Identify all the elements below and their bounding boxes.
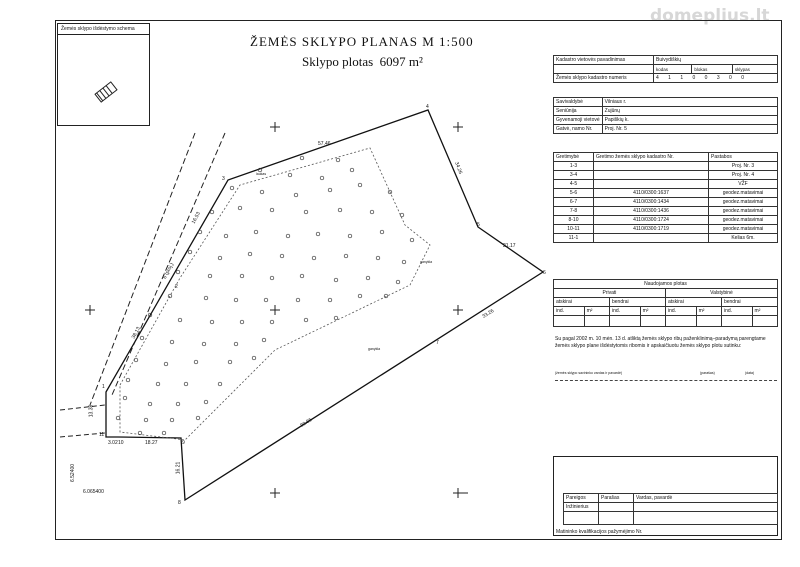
tree-symbol: [184, 382, 188, 386]
tree-symbol: [270, 320, 274, 324]
tree-symbol: [304, 318, 308, 322]
tree-symbol: [366, 276, 370, 280]
dim-1-2: 38.13: [130, 326, 142, 340]
license-label: Matininko kvalifikacijos pažymėjimo Nr.: [556, 529, 643, 535]
point-3: 3: [222, 176, 225, 182]
tree-symbol: [312, 256, 316, 260]
neighbor-row: 1-3 Proj. Nr. 3: [554, 162, 778, 171]
tree-symbol: [264, 298, 268, 302]
tree-symbol: [288, 173, 292, 177]
tree-symbol: [384, 294, 388, 298]
owner-label: (žemės sklypo savininko vardas ir pavardė): [555, 371, 623, 375]
tree-symbol: [286, 234, 290, 238]
point-5: 5: [477, 222, 480, 228]
dim-7-8: 80.86: [299, 417, 314, 429]
tree-symbol: [316, 232, 320, 236]
tree-symbol: [144, 418, 148, 422]
tree-symbol: [338, 208, 342, 212]
tree-symbol: [270, 208, 274, 212]
zone-label-c: ganykla: [368, 347, 381, 351]
zone-label-a: laukas: [256, 172, 267, 176]
tree-symbol: [168, 294, 172, 298]
address-table: Savivaldybė Vilniaus r. Seniūnija Zujūnų Gyvenamoji vietovė Papiškių k. Gatvė, namo Nr. Proj. Nr. 5: [553, 97, 778, 134]
tree-symbol: [134, 358, 138, 362]
plot-area: Sklypo plotas 6097 m²: [302, 54, 423, 69]
tree-symbol: [240, 274, 244, 278]
tree-symbol: [170, 418, 174, 422]
tree-symbol: [218, 382, 222, 386]
neighbor-row: 4-5 VŽF: [554, 180, 778, 189]
consent-statement: Su pagal 2002 m. 10 mėn. 13 d. atliktą žemės sklypo ribų paženklinimą–paradymą parengtame žemės sklypo plane išdėstytomis ribomis ir apskaičiuotu žemės sklypo plotu sutinku:: [555, 336, 766, 349]
tree-symbol: [202, 342, 206, 346]
neighbor-row: 11-1 Kelias 6m.: [554, 234, 778, 243]
tree-symbol: [252, 356, 256, 360]
watermark: domeplius.lt: [650, 6, 770, 26]
tree-symbol: [170, 340, 174, 344]
tree-symbol: [400, 213, 404, 217]
dim-8-9: 16.21: [175, 461, 182, 475]
tree-symbol: [328, 188, 332, 192]
tree-symbol: [334, 278, 338, 282]
point-7: 7: [436, 340, 439, 346]
tree-symbol: [396, 280, 400, 284]
tree-symbol: [334, 316, 338, 320]
coord-y: 6.52400: [70, 463, 77, 483]
tree-symbol: [230, 186, 234, 190]
road-label: 6 (proj.): [161, 261, 176, 281]
tree-symbol: [208, 274, 212, 278]
tree-symbol: [358, 183, 362, 187]
tree-symbol: [294, 193, 298, 197]
sign-label: (parašas): [700, 371, 715, 375]
tree-symbol: [358, 294, 362, 298]
neighbor-row: 8-10 4110/0300:1724 geodez.matavimai: [554, 216, 778, 225]
tree-symbol: [194, 360, 198, 364]
tree-symbol: [344, 254, 348, 258]
dim-4-5: 34.26: [453, 161, 464, 175]
plan-title: ŽEMĖS SKLYPO PLANAS M 1:500: [250, 34, 474, 49]
zone-label-b: ganykla: [420, 260, 433, 264]
point-11: 11: [99, 432, 105, 438]
tree-symbol: [370, 210, 374, 214]
tree-symbol: [234, 342, 238, 346]
tree-symbol: [304, 210, 308, 214]
tree-symbol: [178, 318, 182, 322]
cadastre-table: Kadastro vietovės pavadinimas Buivydiškių kodas blokas sklypas Žemės sklypo kadastro numeris 4 1 1 0 0 3 0 0: [553, 55, 778, 83]
point-9: 9: [182, 440, 185, 446]
neighbor-row: 10-11 4110/0300:1719 geodez.matavimai: [554, 225, 778, 234]
tree-symbol: [148, 402, 152, 406]
neighbors-table: Gretimybė Gretimo žemės sklypo kadastro Nr. Pastabos 1-3 Proj. Nr. 3 3-4 Proj. Nr. 4 4-5 VŽF 5-6 4110/0300:1637 geodez.matavimai 6-7 4110/0300:1434 geodez.matavimai 7-8 4110/0300:1436 geodez.matavimai 8-10 4110/0300:1724 geodez.matavimai 10-11 4110/0300:1719 geodez.matavimai 11-1 Kelias 6m.: [553, 152, 778, 243]
point-6: 6: [543, 270, 546, 276]
tree-symbol: [228, 360, 232, 364]
neighbor-row: 6-7 4110/0300:1434 geodez.matavimai: [554, 198, 778, 207]
tree-symbol: [116, 416, 120, 420]
tree-symbol: [123, 396, 127, 400]
tree-symbol: [210, 320, 214, 324]
tree-symbol: [380, 230, 384, 234]
tree-symbol: [196, 416, 200, 420]
tree-symbol: [402, 260, 406, 264]
tree-symbol: [210, 210, 214, 214]
inset-title: Žemės sklypo išdėstymo schema: [58, 24, 149, 35]
tree-symbol: [204, 400, 208, 404]
point-10: 10: [118, 440, 124, 446]
tree-symbol: [300, 156, 304, 160]
dim-2-3: 16.53: [190, 211, 202, 225]
dim-9-10: 18.27: [145, 440, 158, 446]
tree-symbol: [262, 338, 266, 342]
tree-symbol: [176, 402, 180, 406]
tree-symbol: [224, 234, 228, 238]
coord-x: 6.065400: [83, 489, 104, 495]
dim-6-7: 33.26: [481, 308, 496, 320]
tree-symbol: [320, 176, 324, 180]
point-8: 8: [178, 500, 181, 506]
tree-symbol: [218, 256, 222, 260]
dim-5-6: 21.17: [503, 243, 516, 249]
tree-symbol: [280, 254, 284, 258]
neighbor-row: 7-8 4110/0300:1436 geodez.matavimai: [554, 207, 778, 216]
tree-symbol: [140, 336, 144, 340]
tree-symbol: [300, 274, 304, 278]
dim-10-11: 3.02: [108, 440, 118, 446]
tree-symbol: [188, 250, 192, 254]
tree-symbol: [254, 230, 258, 234]
tree-symbol: [350, 168, 354, 172]
tree-symbol: [248, 252, 252, 256]
area-table: Naudojamos plotas Privati Valstybinė atskirai bendrai atskirai bendrai ind. m² ind. m² ind. m² ind. m²: [553, 279, 778, 327]
point-4: 4: [426, 104, 429, 110]
tree-symbol: [164, 362, 168, 366]
tree-symbol: [260, 190, 264, 194]
neighbor-row: 3-4 Proj. Nr. 4: [554, 171, 778, 180]
tree-symbol: [156, 382, 160, 386]
tree-symbol: [234, 298, 238, 302]
tree-symbol: [240, 320, 244, 324]
dim-11-1: 13.38: [88, 404, 95, 418]
point-1: 1: [102, 384, 105, 390]
tree-symbol: [336, 158, 340, 162]
tree-symbol: [328, 298, 332, 302]
tree-symbol: [126, 378, 130, 382]
tree-symbol: [348, 234, 352, 238]
tree-symbol: [176, 270, 180, 274]
tree-symbol: [296, 298, 300, 302]
tree-symbol: [410, 238, 414, 242]
date-label: (data): [745, 371, 755, 375]
dim-3-4: 57.46: [318, 141, 331, 147]
neighbor-row: 5-6 4110/0300:1637 geodez.matavimai: [554, 189, 778, 198]
signatures-table: Pareigos Parašas Vardas, pavardė Inžinierius: [563, 493, 778, 525]
tree-symbol: [376, 256, 380, 260]
point-2: 2: [175, 284, 178, 290]
tree-symbol: [162, 431, 166, 435]
tree-symbol: [270, 276, 274, 280]
tree-symbol: [238, 206, 242, 210]
tree-symbol: [204, 296, 208, 300]
